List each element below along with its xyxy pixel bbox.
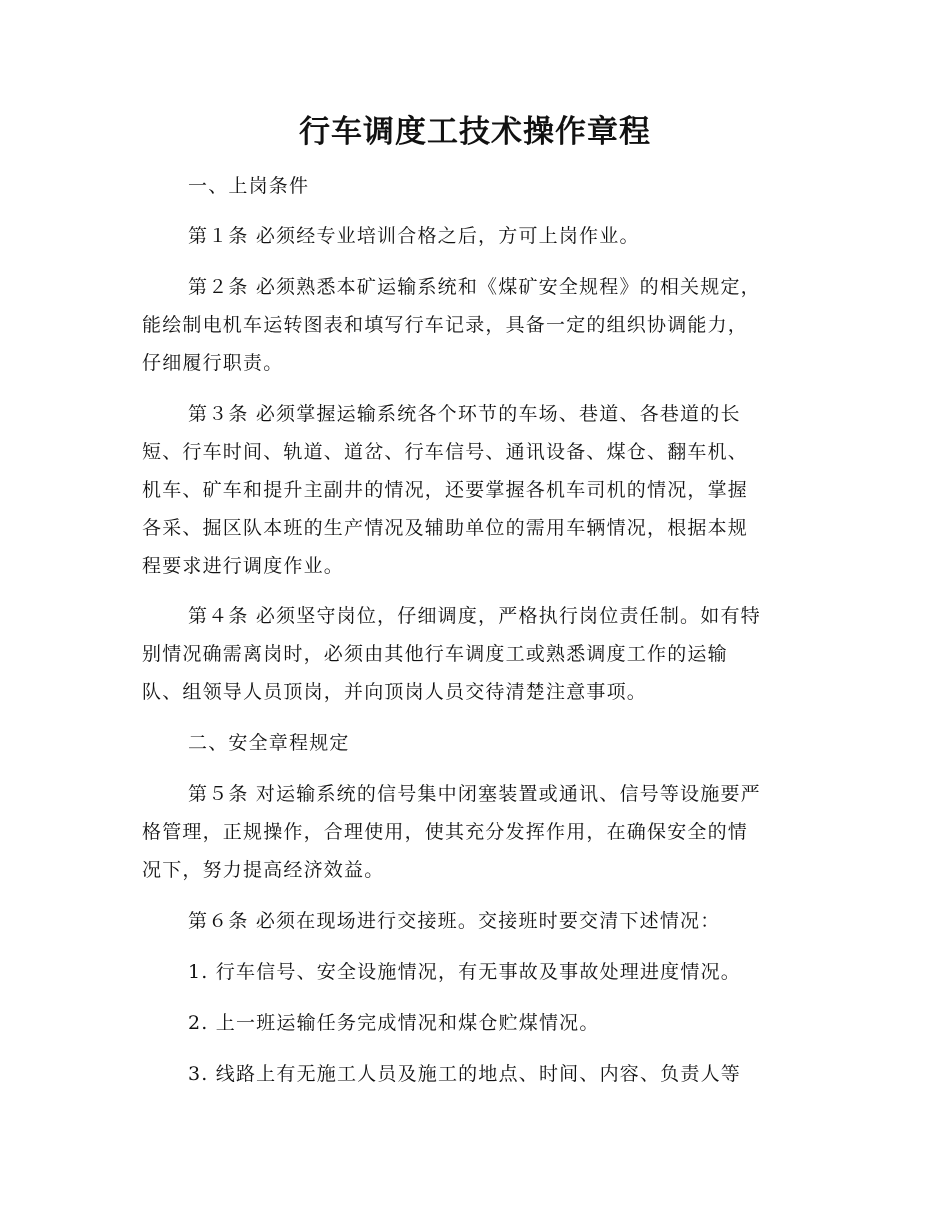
paragraph-line: 1. 行车信号、安全设施情况，有无事故及事故处理进度情况。 bbox=[188, 961, 741, 983]
article-6 bbox=[142, 902, 810, 940]
paragraph-line: 程要求进行调度作业。 bbox=[142, 555, 345, 577]
paragraph-line: 2. 上一班运输任务完成情况和煤仓贮煤情况。 bbox=[188, 1012, 600, 1034]
paragraph-line: 各采、掘区队本班的生产情况及辅助单位的需用车辆情况，根据本规 bbox=[142, 517, 749, 539]
paragraph-line: 第６条 必须在现场进行交接班。交接班时要交清下述情况： bbox=[188, 910, 721, 932]
paragraph-line: 第５条 对运输系统的信号集中闭塞装置或通讯、信号等设施要严 bbox=[188, 783, 761, 805]
paragraph-line: 一、上岗条件 bbox=[188, 175, 310, 197]
list-item-2 bbox=[142, 1004, 810, 1042]
paragraph-line: 第３条 必须掌握运输系统各个环节的车场、巷道、各巷道的长 bbox=[188, 403, 741, 425]
section-heading-1 bbox=[142, 167, 810, 205]
paragraph-line: 第４条 必须坚守岗位，仔细调度，严格执行岗位责任制。如有特 bbox=[188, 605, 761, 627]
paragraph-line: 机车、矿车和提升主副井的情况，还要掌握各机车司机的情况，掌握 bbox=[142, 479, 749, 501]
document-title: 行车调度工技术操作章程 bbox=[299, 114, 651, 150]
paragraph-line: 3. 线路上有无施工人员及施工的地点、时间、内容、负责人等 bbox=[188, 1063, 741, 1085]
paragraph-line: 能绘制电机车运转图表和填写行车记录，具备一定的组织协调能力， bbox=[142, 314, 749, 336]
article-1 bbox=[142, 217, 810, 255]
article-4 bbox=[142, 597, 810, 711]
paragraph-line: 第２条 必须熟悉本矿运输系统和《煤矿安全规程》的相关规定， bbox=[188, 276, 761, 298]
article-3 bbox=[142, 395, 810, 585]
paragraph-line: 况下，努力提高经济效益。 bbox=[142, 859, 385, 881]
paragraph-line: 第１条 必须经专业培训合格之后，方可上岗作业。 bbox=[188, 225, 640, 247]
section-heading-2 bbox=[142, 724, 810, 762]
list-item-1 bbox=[142, 953, 810, 991]
paragraph-line: 二、安全章程规定 bbox=[188, 732, 350, 754]
paragraph-line: 别情况确需离岗时，必须由其他行车调度工或熟悉调度工作的运输 bbox=[142, 643, 728, 665]
paragraph-line: 仔细履行职责。 bbox=[142, 352, 284, 374]
paragraph-line: 队、组领导人员顶岗，并向顶岗人员交待清楚注意事项。 bbox=[142, 681, 648, 703]
article-2 bbox=[142, 268, 810, 382]
article-5 bbox=[142, 775, 810, 889]
paragraph-line: 短、行车时间、轨道、道岔、行车信号、通讯设备、煤仓、翻车机、 bbox=[142, 441, 749, 463]
list-item-3 bbox=[142, 1055, 810, 1093]
paragraph-line: 格管理，正规操作，合理使用，使其充分发挥作用，在确保安全的情 bbox=[142, 821, 749, 843]
